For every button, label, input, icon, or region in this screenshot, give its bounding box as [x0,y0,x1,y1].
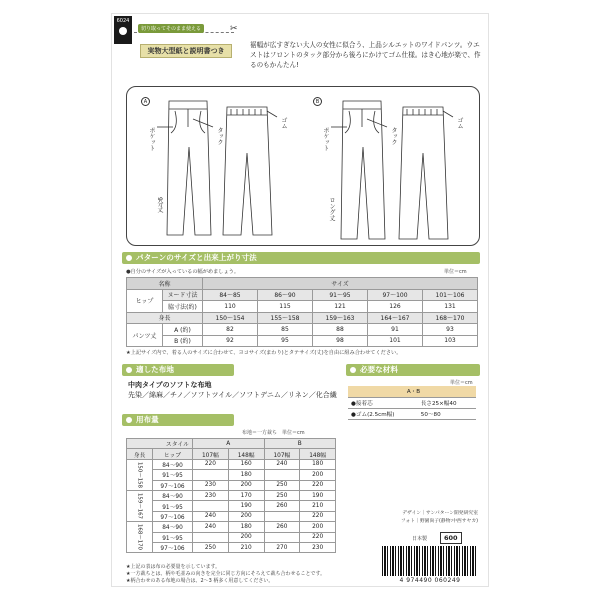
usage-height: 150〜158 [127,459,153,490]
width-107: 107幅 [193,449,229,459]
bullet-icon [126,417,132,423]
style-b-marker: B [313,97,322,106]
cell: 126 [368,301,423,313]
cell: 121 [313,301,368,313]
bullet-icon [126,367,132,373]
cell: 159〜163 [313,312,368,324]
size-note-bottom: ★上記サイズ内で、着る人のサイズに合わせて、ヨコサイズ(まわり)とタテサイズ(丈)を自由に組み合わせてください。 [126,350,402,356]
usage-cell: 180 [228,522,264,532]
footnote: ★柄合わせのある布地の場合は、2〜3 柄多く用意してください。 [126,578,274,584]
label-a-elastic: ゴム [280,117,287,129]
footnote: ★上記の表は布の必要量を示しています。 [126,564,221,570]
usage-cell: 160 [228,459,264,469]
usage-footnotes [126,564,325,585]
cell: 168〜170 [423,312,478,324]
label-a-pocket: ポケット [148,127,155,151]
materials-table [348,386,476,420]
usage-row [127,470,336,480]
usage-cell: 200 [300,522,336,532]
size-note-top: ●自分のサイズが入っているの幅がめましょう。 [126,269,240,275]
material-name: ●接着芯 [348,397,418,408]
pattern-envelope-back [112,14,488,586]
fabric-list: 先染／綿麻／チノ／ソフトツイル／ソフトデニム／リネン／化合繊 [128,391,337,399]
usage-height: 159〜167 [127,490,153,521]
usage-cell: 170 [228,490,264,500]
usage-row [127,490,336,500]
usage-cell: 180 [300,459,336,469]
cell: 101〜106 [423,289,478,301]
cell: 88 [313,324,368,336]
label-b-elastic: ゴム [456,117,463,129]
cell: 103 [423,335,478,347]
barcode [382,546,478,576]
materials-unit: 単位＝cm [450,380,473,386]
garment-illustration [126,86,480,246]
fabric-type: 中肉タイプのソフトな布地 [128,381,212,389]
usage-cell [264,532,300,542]
usage-cell [264,511,300,521]
label-b-length: ロング丈 [328,197,335,221]
cell: 91 [368,324,423,336]
price-tag: 600 [440,532,462,544]
usage-cell: 190 [300,490,336,500]
fabric-section-header [122,364,234,376]
usage-cell: 250 [264,480,300,490]
cell: 164〜167 [368,312,423,324]
height-label: 身長 [127,449,153,459]
usage-cell: 230 [193,490,229,500]
usage-cell [264,470,300,480]
usage-cell: 250 [193,542,229,552]
hip-label: ヒップ [153,449,193,459]
col-b: B [264,439,336,449]
material-value: 長さ25×幅40 [418,397,476,408]
usage-section-title: 用布量 [136,415,159,424]
label-a-tuck: タック [216,127,223,145]
materials-section-title: 必要な材料 [360,365,398,374]
usage-cell: 240 [193,522,229,532]
credits [382,510,478,526]
usage-row [127,501,336,511]
size-table-header-name: 名称 [127,278,203,290]
usage-row [127,532,336,542]
usage-cell: 91〜95 [153,532,193,542]
usage-cell: 97〜106 [153,542,193,552]
made-in: 日本製 [412,536,428,542]
col-a: A [193,439,265,449]
usage-row [127,480,336,490]
usage-height: 168〜170 [127,522,153,553]
usage-cell: 84〜90 [153,459,193,469]
bullet-icon [126,255,132,261]
label-b-pocket: ポケット [322,127,329,151]
usage-cell: 260 [264,501,300,511]
usage-cell [193,501,229,511]
cell: 150〜154 [203,312,258,324]
usage-cell: 180 [228,470,264,480]
usage-row [127,542,336,552]
fabric-section-title: 適した布地 [136,365,174,374]
usage-table [126,438,336,553]
cell: 98 [313,335,368,347]
size-section-title: パターンのサイズと出来上がり寸法 [136,253,257,262]
cell: 101 [368,335,423,347]
cell: 91〜95 [313,289,368,301]
size-table [126,277,478,347]
cell: 95 [258,335,313,347]
finish-label: 脇寸法(約) [163,301,203,313]
usage-cell [193,470,229,480]
b-label: B (約) [163,335,203,347]
usage-cell: 200 [228,532,264,542]
material-value: 50〜80 [418,408,476,419]
style-a-marker: A [141,97,150,106]
usage-cell: 91〜95 [153,501,193,511]
usage-cell: 230 [300,542,336,552]
cell: 85 [258,324,313,336]
cell: 97〜100 [368,289,423,301]
design-credit: デザイン｜サンパターン開発研究室 [402,511,478,516]
pattern-code-badge [114,16,132,44]
usage-cell: 190 [228,501,264,511]
intro-text: 裾幅が広すぎない大人の女性に似合う、上品シルエットのワイドパンツ。ウエストはフロントのタック部分から後ろにかけてゴム仕様。はき心地が楽で、作るのもかんたん! [250,41,481,69]
materials-section-header [346,364,480,376]
usage-cell: 210 [300,501,336,511]
width-107: 107幅 [264,449,300,459]
usage-cell: 250 [264,490,300,500]
width-148: 148幅 [228,449,264,459]
usage-cell: 260 [264,522,300,532]
hip-label: ヒップ [127,289,163,312]
size-unit: 単位＝cm [444,269,467,275]
usage-cell [193,532,229,542]
pattern-code: 6024 [116,18,130,24]
cell: 84〜85 [203,289,258,301]
usage-section-header [122,414,234,426]
pants-line-drawings [127,87,481,247]
usage-cell: 210 [228,542,264,552]
usage-cell: 97〜106 [153,511,193,521]
size-section-header [122,252,480,264]
scissors-icon: ✂ [230,24,238,34]
label-b-tuck: タック [390,127,397,145]
width-148: 148幅 [300,449,336,459]
a-label: A (約) [163,324,203,336]
usage-legend: 布地＝一方裁ち 単位＝cm [242,430,305,436]
nude-label: ヌード寸法 [163,289,203,301]
material-name: ●ゴム(2.5cm幅) [348,408,418,419]
usage-cell: 270 [264,542,300,552]
cell: 93 [423,324,478,336]
barcode-number: 4 974490 060249 [399,577,461,584]
usage-cell: 220 [193,459,229,469]
label-a-length: 9分丈 [156,197,163,213]
bullet-icon [350,367,356,373]
usage-cell: 220 [300,511,336,521]
cell: 82 [203,324,258,336]
usage-cell: 97〜106 [153,480,193,490]
cell: 86〜90 [258,289,313,301]
usage-cell: 240 [193,511,229,521]
cut-note: 切り取ってそのまま使える [138,24,204,33]
usage-cell: 91〜95 [153,470,193,480]
materials-style: A・B [348,386,476,397]
usage-cell: 220 [300,532,336,542]
footnote: ★一方裁ちとは、柄や毛並みの向きを完全に同じ方向にそろえて裁ち合わせることです。 [126,571,326,577]
usage-cell: 200 [228,480,264,490]
cell: 92 [203,335,258,347]
usage-cell: 200 [228,511,264,521]
usage-cell: 240 [264,459,300,469]
pants-length-label: パンツ丈 [127,324,163,347]
cell: 131 [423,301,478,313]
punch-hole-icon [119,27,127,35]
usage-row [127,511,336,521]
usage-row [127,522,336,532]
promo-label: 実物大型紙と説明書つき [140,44,232,58]
cell: 115 [258,301,313,313]
usage-cell: 220 [300,480,336,490]
cell: 155〜158 [258,312,313,324]
cell: 110 [203,301,258,313]
usage-row [127,459,336,469]
usage-cell: 200 [300,470,336,480]
size-table-header-size: サイズ [203,278,478,290]
usage-cell: 84〜90 [153,522,193,532]
height-label: 身長 [127,312,203,324]
style-label: スタイル [127,439,193,449]
usage-cell: 230 [193,480,229,490]
usage-cell: 84〜90 [153,490,193,500]
photo-credit: フォト｜野園尚子(静物:中西サヤカ) [400,519,478,524]
